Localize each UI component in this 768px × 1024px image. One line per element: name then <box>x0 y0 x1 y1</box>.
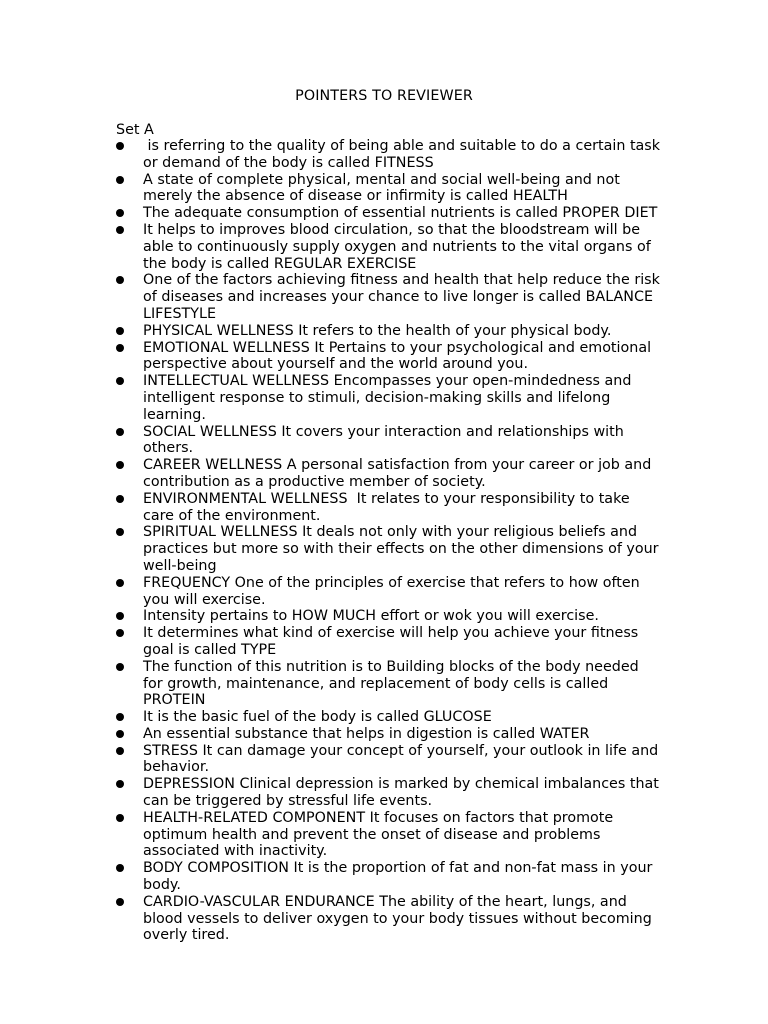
list-item <box>116 709 661 726</box>
list-item <box>116 373 661 423</box>
list-item <box>116 810 661 860</box>
list-item <box>116 776 664 810</box>
list-item <box>116 524 664 574</box>
list-item <box>116 726 661 743</box>
list-item-text: The adequate consumption of essential nutrients is called PROPER DIET <box>143 205 658 222</box>
list-item <box>116 608 661 625</box>
bullet-list <box>116 138 665 944</box>
bullet-dot-icon <box>116 663 124 671</box>
bullet-dot-icon <box>116 276 124 284</box>
bullet-dot-icon <box>116 176 124 184</box>
list-item <box>116 860 661 894</box>
list-item <box>116 340 661 374</box>
bullet-dot-icon <box>116 209 124 217</box>
list-item-text: PHYSICAL WELLNESS It refers to the health of your physical body. <box>143 322 612 339</box>
list-item-text: A state of complete physical, mental and social well-being and not merely the absence of disease or infirmity is called HEALTH <box>143 171 625 205</box>
list-item-text: It helps to improves blood circulation, so that the bloodstream will be able to continuously supply oxygen and nutrients to the vital organs of the body is called REGULAR EXERCISE <box>143 221 656 272</box>
list-item-text: CAREER WELLNESS A personal satisfaction from your career or job and contribution as a productive member of society. <box>143 457 656 490</box>
list-item-text: DEPRESSION Clinical depression is marked by chemical imbalances that can be triggered by stressful life events. <box>143 776 664 810</box>
list-item <box>116 491 661 525</box>
bullet-dot-icon <box>116 579 124 587</box>
list-item-text: SOCIAL WELLNESS It covers your interaction and relationships with others. <box>143 423 629 457</box>
list-item-text: Intensity pertains to HOW MUCH effort or wok you will exercise. <box>143 608 599 625</box>
list-item-text: INTELLECTUAL WELLNESS Encompasses your open-mindedness and intelligent response to stimuli, decision-making skills and lifelong learning. <box>143 373 636 423</box>
list-item <box>116 625 661 659</box>
bullet-dot-icon <box>116 713 124 721</box>
list-item-text: HEALTH-RELATED COMPONENT It focuses on factors that promote optimum health and prevent the onset of disease and problems associated with inactivity. <box>143 809 618 860</box>
list-item-text: BODY COMPOSITION It is the proportion of fat and non-fat mass in your body. <box>143 860 657 894</box>
list-item-text: is referring to the quality of being able and suitable to do a certain task or demand of the body is called FITNESS <box>143 138 665 171</box>
bullet-dot-icon <box>116 461 124 469</box>
list-item-text: STRESS It can damage your concept of yourself, your outlook in life and behavior. <box>143 742 663 776</box>
bullet-dot-icon <box>116 747 124 755</box>
list-item-text: CARDIO-VASCULAR ENDURANCE The ability of the heart, lungs, and blood vessels to deliver oxygen to your body tissues without becoming overly tired. <box>143 893 657 944</box>
list-item <box>116 272 665 322</box>
list-item <box>116 138 665 172</box>
bullet-dot-icon <box>116 864 124 872</box>
list-item <box>116 457 661 491</box>
list-item <box>116 323 661 340</box>
list-item-text: It determines what kind of exercise will help you achieve your fitness goal is called TYPE <box>143 625 643 658</box>
bullet-dot-icon <box>116 428 124 436</box>
list-item-text: FREQUENCY One of the principles of exercise that refers to how often you will exercise. <box>143 574 645 608</box>
bullet-dot-icon <box>116 814 124 822</box>
bullet-dot-icon <box>116 629 124 637</box>
list-item <box>116 894 661 944</box>
bullet-dot-icon <box>116 495 124 503</box>
list-item-text: ENVIRONMENTAL WELLNESS It relates to your responsibility to take care of the environment. <box>143 490 635 524</box>
bullet-dot-icon <box>116 377 124 385</box>
list-item <box>116 205 661 222</box>
bullet-dot-icon <box>116 142 124 150</box>
document-title: POINTERS TO REVIEWER <box>295 88 473 104</box>
list-item-text: The function of this nutrition is to Building blocks of the body needed for growth, maintenance, and replacement of body cells is called PROTEIN <box>143 658 644 709</box>
list-item-text: It is the basic fuel of the body is called GLUCOSE <box>143 709 492 726</box>
bullet-dot-icon <box>116 898 124 906</box>
list-item <box>116 659 661 709</box>
list-item <box>116 575 661 609</box>
list-item <box>116 424 661 458</box>
list-item <box>116 172 661 206</box>
set-label: Set A <box>116 122 154 138</box>
bullet-dot-icon <box>116 344 124 352</box>
bullet-dot-icon <box>116 528 124 536</box>
bullet-dot-icon <box>116 226 124 234</box>
bullet-dot-icon <box>116 327 124 335</box>
bullet-dot-icon <box>116 730 124 738</box>
list-item <box>116 743 661 777</box>
bullet-dot-icon <box>116 612 124 620</box>
list-item <box>116 222 661 272</box>
list-item-text: EMOTIONAL WELLNESS It Pertains to your psychological and emotional perspective about yourself and the world around you. <box>143 339 656 373</box>
bullet-dot-icon <box>116 780 124 788</box>
list-item-text: SPIRITUAL WELLNESS It deals not only with your religious beliefs and practices but more so with their effects on the other dimensions of your well-being <box>143 524 664 574</box>
list-item-text: One of the factors achieving fitness and health that help reduce the risk of diseases and increases your chance to live longer is called BALANCE LIFESTYLE <box>143 272 665 322</box>
list-item-text: An essential substance that helps in digestion is called WATER <box>143 725 590 742</box>
